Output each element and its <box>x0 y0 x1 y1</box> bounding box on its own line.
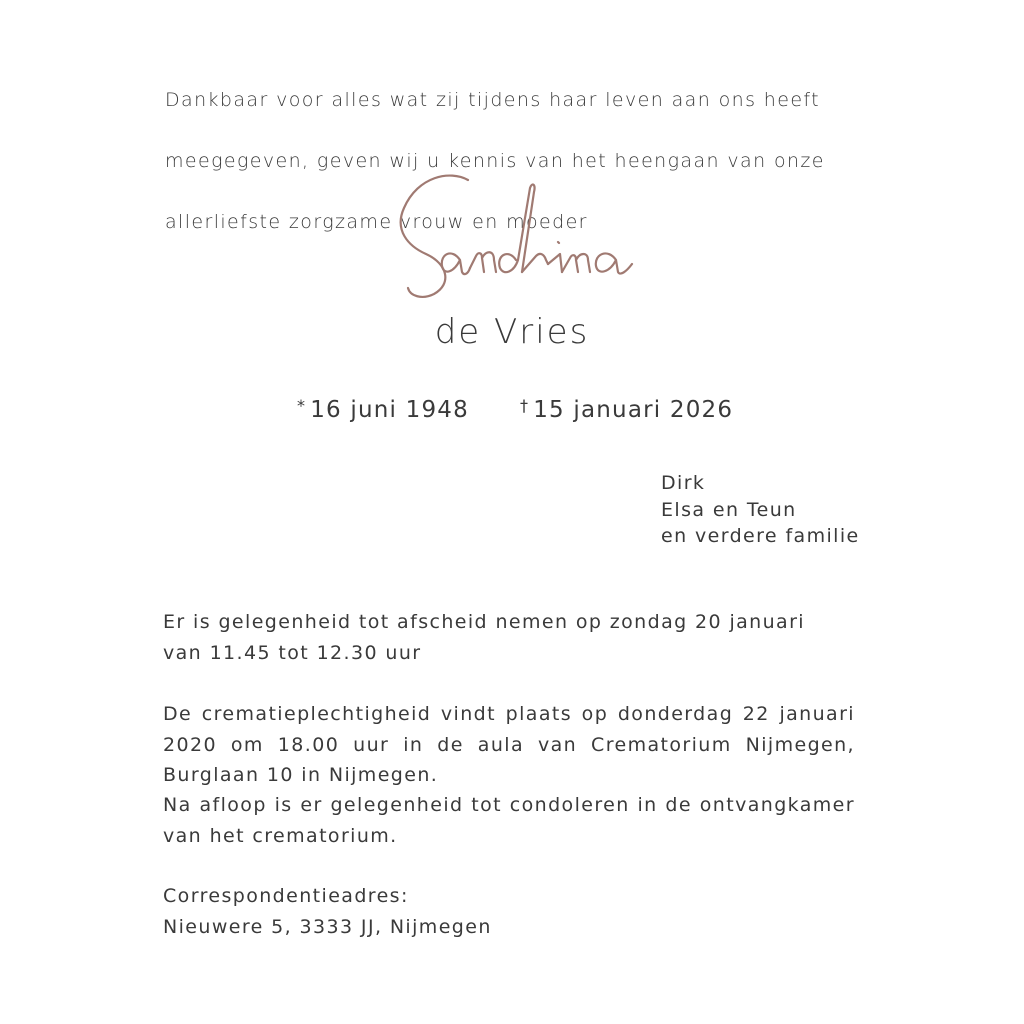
death-symbol: † <box>520 396 530 415</box>
farewell-info <box>163 607 855 668</box>
family-names <box>661 470 961 550</box>
birth-date-text: 16 juni 1948 <box>310 397 469 423</box>
death-date-text: 15 januari 2026 <box>533 397 734 423</box>
first-name-signature <box>390 168 650 308</box>
birth-date <box>297 396 469 423</box>
address-label: Correspondentieadres: <box>163 885 409 907</box>
intro-line-1: Dankbaar voor alles wat zij tijdens haar leven aan ons heeft <box>165 88 821 111</box>
family-line-3: en verdere familie <box>661 525 860 547</box>
correspondence-address <box>163 881 855 942</box>
family-line-2: Elsa en Teun <box>661 498 797 521</box>
condolence-info <box>163 790 855 851</box>
birth-symbol: * <box>297 396 307 415</box>
ceremony-info <box>163 699 855 791</box>
ceremony-text: De crematieplechtigheid vindt plaats op donderdag 22 januari 2020 om 18.00 uur in de aula van Crematorium Nijmegen, Burglaan 10 in Nijmegen. <box>163 703 855 786</box>
surname: de Vries <box>434 312 590 352</box>
condolence-text: Na afloop is er gelegenheid tot condoleren in de ontvangkamer van het crematorium. <box>163 794 855 847</box>
intro-line-2: meegegeven, geven wij u kennis van het heengaan van onze <box>165 149 825 172</box>
death-date <box>520 396 733 423</box>
farewell-line-2: van 11.45 tot 12.30 uur <box>163 641 422 664</box>
family-line-1: Dirk <box>661 472 706 494</box>
address-value: Nieuwere 5, 3333 JJ, Nijmegen <box>163 915 492 938</box>
farewell-line-1: Er is gelegenheid tot afscheid nemen op zondag 20 januari <box>163 611 805 633</box>
intro-line-3: allerliefste zorgzame vrouw en moeder <box>165 210 588 233</box>
